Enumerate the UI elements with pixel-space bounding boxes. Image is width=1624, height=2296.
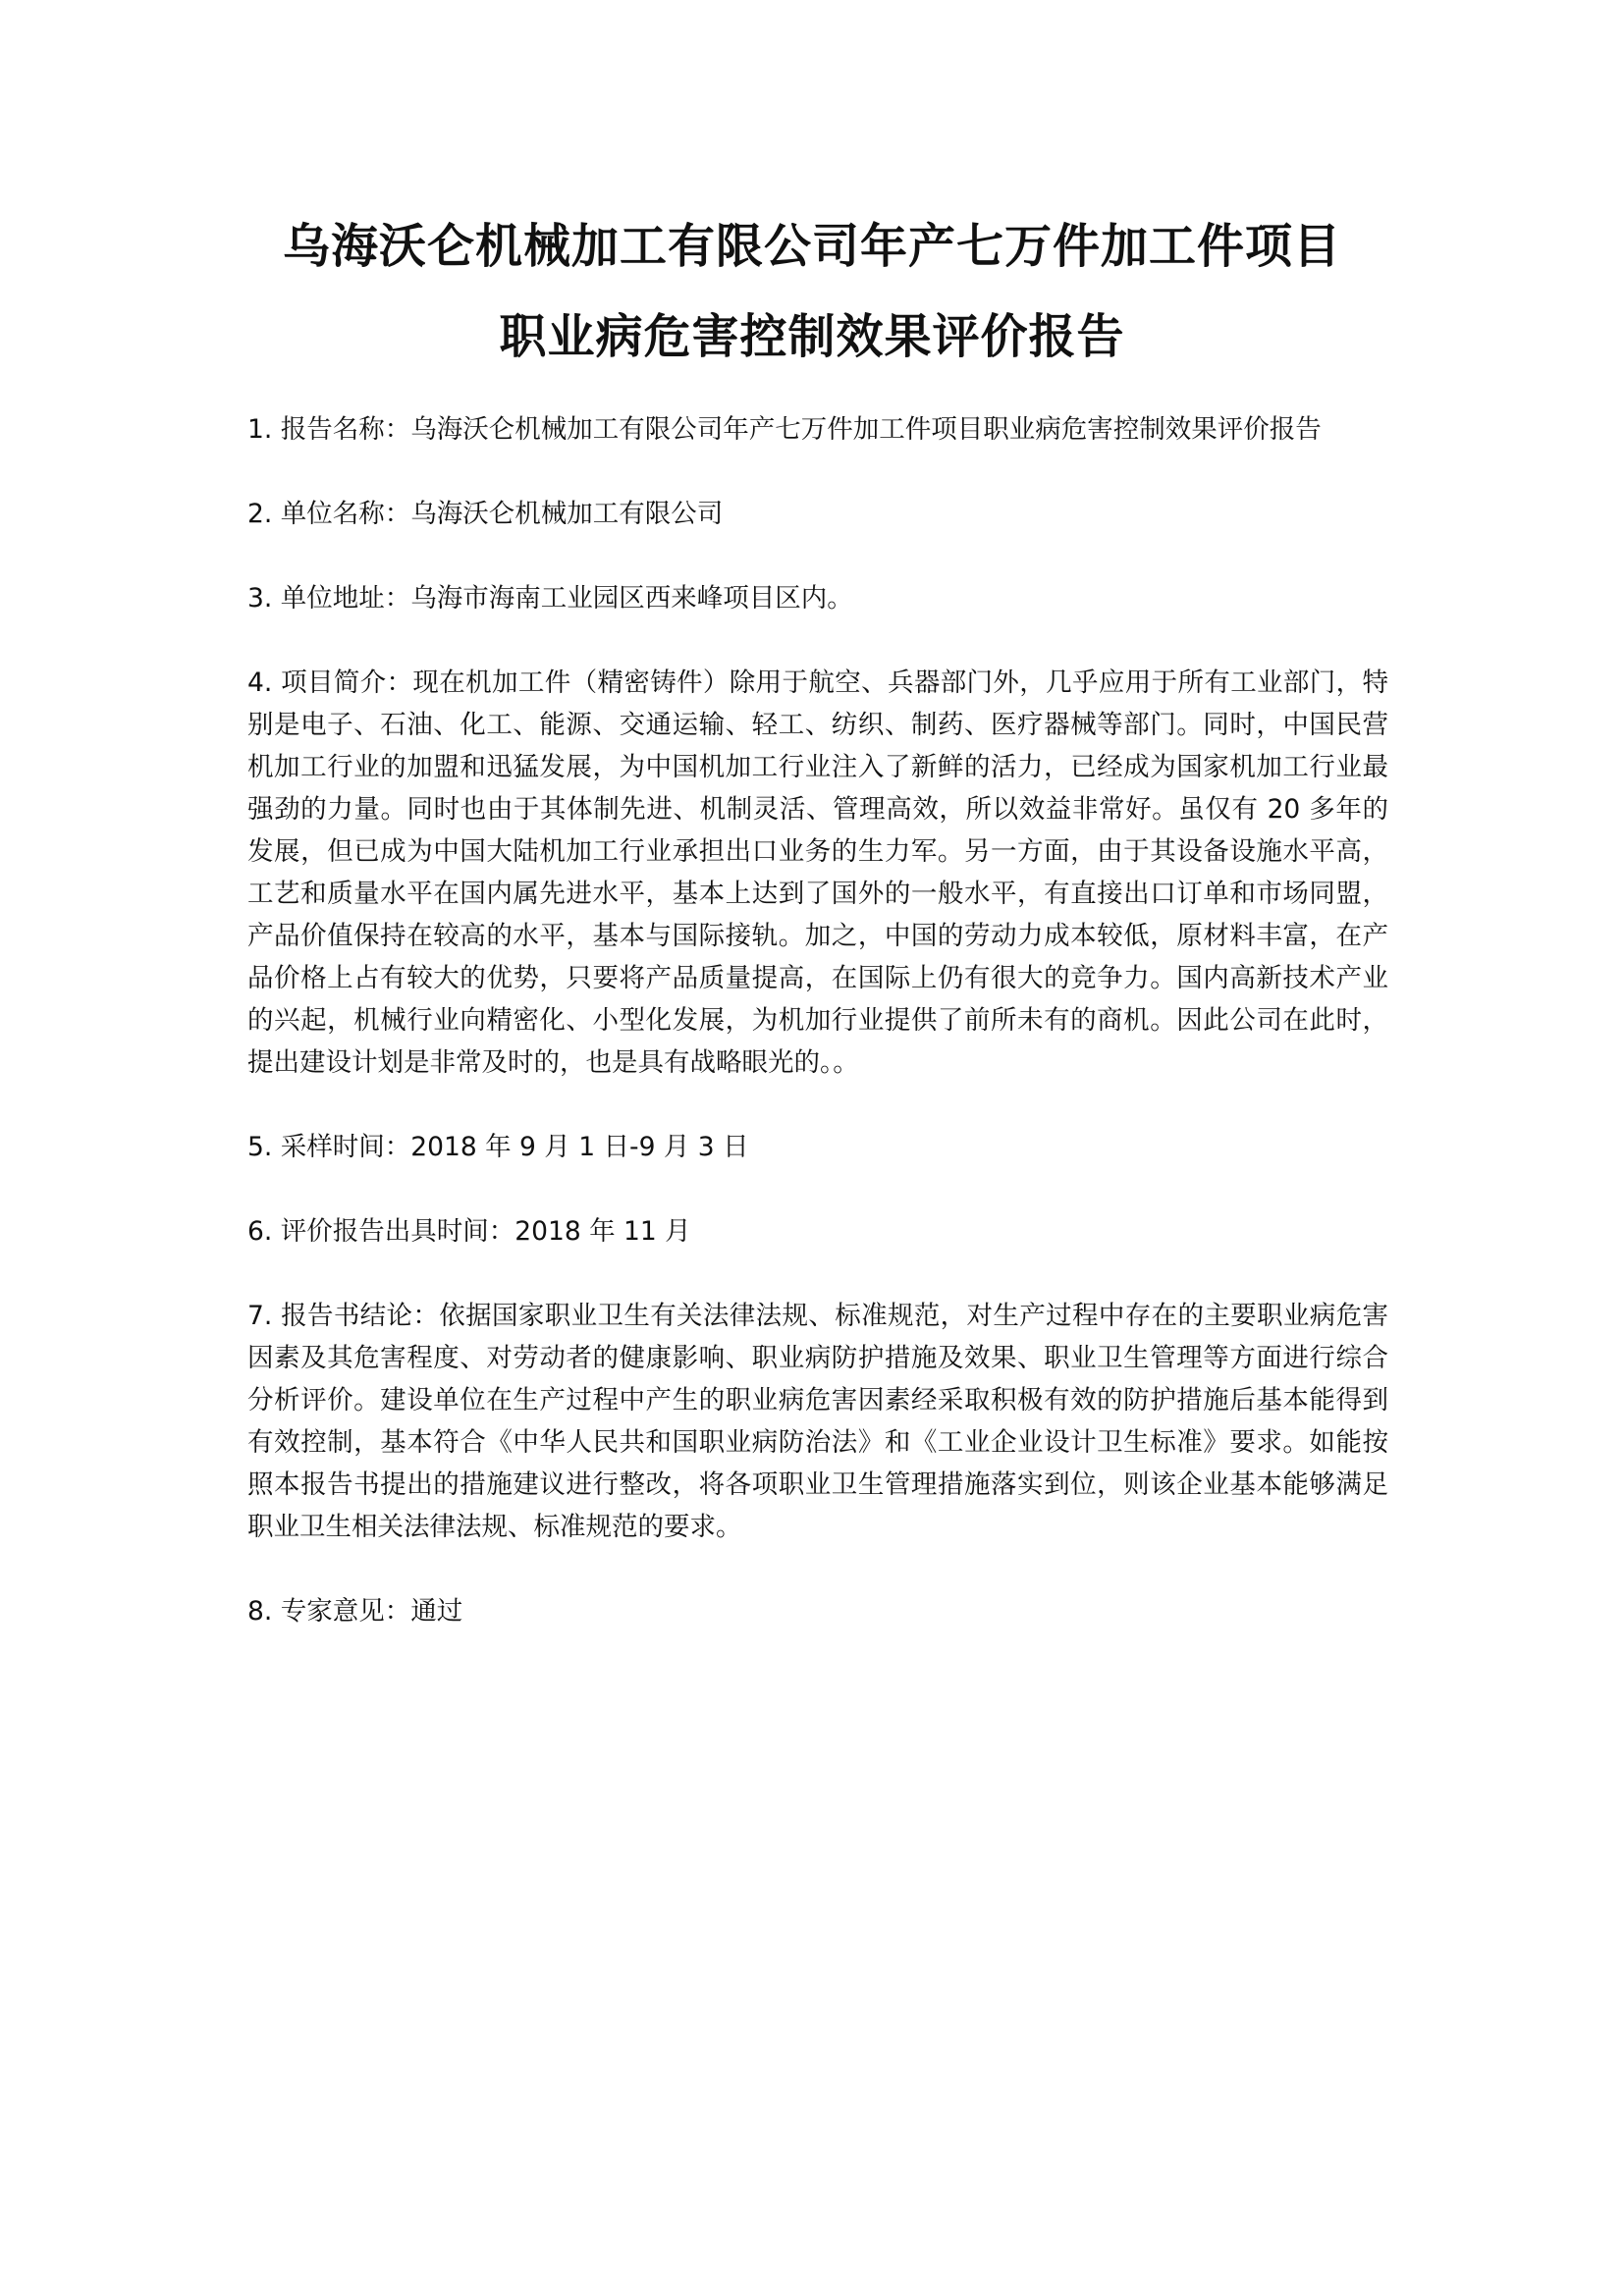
item-label: 采样时间：	[280, 1132, 411, 1162]
item-text: 乌海沃仑机械加工有限公司年产七万件加工件项目职业病危害控制效果评价报告	[410, 414, 1322, 445]
report-item-project-summary	[247, 662, 1388, 1084]
item-text: 2018 年 9 月 1 日-9 月 3 日	[410, 1132, 749, 1162]
report-item-sampling-time	[247, 1126, 1388, 1168]
item-text: 乌海沃仑机械加工有限公司	[410, 499, 724, 529]
item-number: 4.	[247, 667, 273, 698]
document-title	[147, 201, 1477, 382]
item-label: 报告名称：	[280, 414, 411, 445]
item-label: 评价报告出具时间：	[280, 1216, 515, 1247]
report-item-conclusion	[247, 1295, 1388, 1548]
title-line-1: 乌海沃仑机械加工有限公司年产七万件加工件项目	[282, 219, 1341, 274]
item-label: 单位名称：	[280, 499, 411, 529]
report-items	[247, 408, 1388, 1675]
item-text: 通过	[410, 1596, 463, 1627]
item-label: 单位地址：	[280, 583, 411, 614]
report-item-expert-opinion	[247, 1590, 1388, 1632]
item-number: 5.	[247, 1132, 273, 1162]
item-number: 7.	[247, 1301, 273, 1331]
title-line-2: 职业病危害控制效果评价报告	[499, 309, 1125, 364]
report-item-name	[247, 408, 1388, 451]
item-number: 8.	[247, 1596, 273, 1627]
item-label: 报告书结论：	[281, 1301, 440, 1331]
item-text: 2018 年 11 月	[514, 1216, 691, 1247]
report-item-unit-address	[247, 577, 1388, 619]
report-item-issue-time	[247, 1210, 1388, 1253]
item-number: 2.	[247, 499, 273, 529]
item-text: 乌海市海南工业园区西来峰项目区内。	[410, 583, 853, 614]
report-item-unit-name	[247, 493, 1388, 535]
item-number: 6.	[247, 1216, 273, 1247]
item-number: 3.	[247, 583, 273, 614]
item-label: 项目简介：	[281, 667, 413, 698]
item-number: 1.	[247, 414, 273, 445]
item-text: 现在机加工件（精密铸件）除用于航空、兵器部门外，几乎应用于所有工业部门，特别是电子、石油、化工、能源、交通运输、轻工、纺织、制药、医疗器械等部门。同时，中国民营机加工行业的加盟和迅猛发展，为中国机加工行业注入了新鲜的活力，已经成为国家机加工行业最强劲的力量。同时也由于其体制先进、机制灵活、管理高效，所以效益非常好。虽仅有 20 多年的发展，但已成为中国大陆机加工行业承担出口业务的生力军。另一方面，由于其设备设施水平高，工艺和质量水平在国内属先进水平，基本上达到了国外的一般水平，有直接出口订单和市场同盟，产品价值保持在较高的水平，基本与国际接轨。加之，中国的劳动力成本较低，原材料丰富，在产品价格上占有较大的优势，只要将产品质量提高，在国际上仍有很大的竞争力。国内高新技术产业的兴起，机械行业向精密化、小型化发展，为机加行业提供了前所未有的商机。因此公司在此时，提出建设计划是非常及时的，也是具有战略眼光的。。	[247, 667, 1389, 1078]
item-label: 专家意见：	[280, 1596, 411, 1627]
item-text: 依据国家职业卫生有关法律法规、标准规范，对生产过程中存在的主要职业病危害因素及其危害程度、对劳动者的健康影响、职业病防护措施及效果、职业卫生管理等方面进行综合分析评价。建设单位在生产过程中产生的职业病危害因素经采取积极有效的防护措施后基本能得到有效控制，基本符合《中华人民共和国职业病防治法》和《工业企业设计卫生标准》要求。如能按照本报告书提出的措施建议进行整改，将各项职业卫生管理措施落实到位，则该企业基本能够满足职业卫生相关法律法规、标准规范的要求。	[247, 1301, 1389, 1542]
